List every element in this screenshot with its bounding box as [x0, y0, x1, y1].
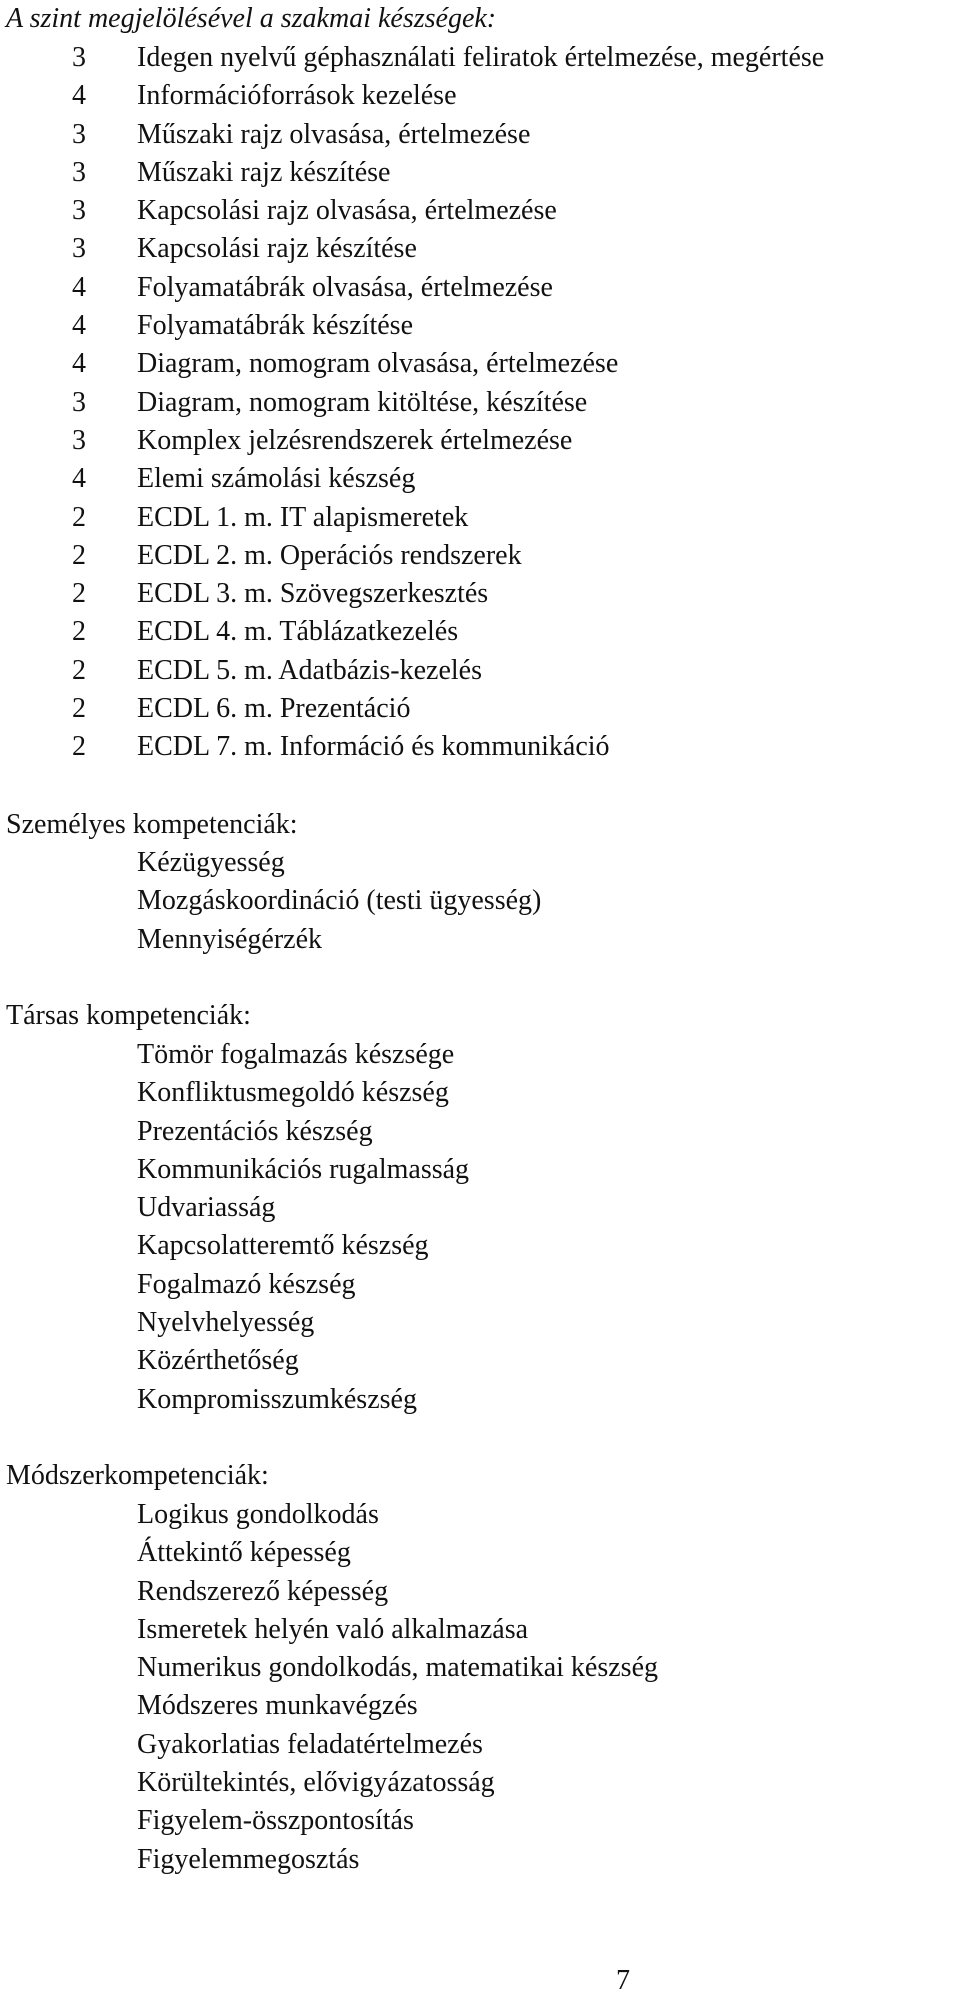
list-item: Konfliktusmegoldó készség	[137, 1077, 449, 1109]
skill-level: 3	[72, 156, 86, 188]
skill-text: ECDL 7. m. Információ és kommunikáció	[137, 731, 610, 763]
method-competences-list	[137, 1496, 957, 1879]
skill-row	[0, 613, 960, 651]
list-item: Numerikus gondolkodás, matematikai készség	[137, 1652, 658, 1684]
skill-row	[0, 384, 960, 422]
list-item: Módszeres munkavégzés	[137, 1690, 418, 1722]
skill-text: Kapcsolási rajz készítése	[137, 233, 417, 265]
skill-text: ECDL 1. m. IT alapismeretek	[137, 501, 469, 533]
skill-row	[0, 269, 960, 307]
skill-level: 4	[72, 463, 86, 495]
skill-row	[0, 460, 960, 498]
skill-level: 2	[72, 731, 86, 763]
skill-row	[0, 728, 960, 766]
skill-level: 3	[72, 42, 86, 73]
skill-row	[0, 537, 960, 575]
list-item: Tömör fogalmazás készsége	[137, 1039, 455, 1070]
skill-text: Műszaki rajz készítése	[137, 156, 391, 188]
skill-row	[0, 690, 960, 728]
list-item: Rendszerező képesség	[137, 1575, 389, 1607]
skill-row	[0, 499, 960, 537]
skill-level: 4	[72, 310, 86, 342]
skill-level: 3	[72, 195, 86, 227]
skill-text: Kapcsolási rajz olvasása, értelmezése	[137, 195, 557, 227]
skill-level: 3	[72, 424, 86, 456]
skill-row	[0, 652, 960, 690]
skill-text: ECDL 4. m. Táblázatkezelés	[137, 616, 459, 648]
skill-row	[0, 116, 960, 154]
social-competences-heading: Társas kompetenciák:	[6, 1000, 251, 1031]
personal-competences-list	[137, 844, 957, 959]
list-item: Áttekintő képesség	[137, 1537, 351, 1569]
skill-text: Folyamatábrák olvasása, értelmezése	[137, 271, 553, 303]
list-item: Közérthetőség	[137, 1345, 299, 1377]
skill-level: 4	[72, 80, 86, 112]
skill-text: Idegen nyelvű géphasználati feliratok értelmezése, megértése	[137, 42, 825, 73]
list-item: Udvariasság	[137, 1192, 276, 1224]
skill-text: Folyamatábrák készítése	[137, 310, 414, 342]
skill-level: 2	[72, 654, 86, 686]
list-item: Mennyiségérzék	[137, 923, 323, 955]
skill-level: 2	[72, 501, 86, 533]
method-competences-heading: Módszerkompetenciák:	[6, 1460, 269, 1491]
list-item: Kommunikációs rugalmasság	[137, 1153, 470, 1185]
skill-text: ECDL 6. m. Prezentáció	[137, 693, 411, 725]
skill-level: 2	[72, 539, 86, 571]
skill-text: Diagram, nomogram olvasása, értelmezése	[137, 348, 619, 380]
skill-level: 4	[72, 348, 86, 380]
skill-row	[0, 39, 960, 77]
skill-text: Komplex jelzésrendszerek értelmezése	[137, 424, 573, 456]
list-item: Ismeretek helyén való alkalmazása	[137, 1613, 529, 1645]
skill-level: 2	[72, 616, 86, 648]
list-item: Kompromisszumkészség	[137, 1383, 417, 1415]
skill-text: ECDL 2. m. Operációs rendszerek	[137, 539, 522, 571]
social-competences-list	[137, 1036, 957, 1419]
list-item: Figyelem-összpontosítás	[137, 1805, 414, 1837]
skill-level: 3	[72, 386, 86, 418]
skill-text: ECDL 5. m. Adatbázis-kezelés	[137, 654, 482, 686]
skill-row	[0, 192, 960, 230]
skill-row	[0, 154, 960, 192]
list-item: Prezentációs készség	[137, 1115, 373, 1147]
list-item: Mozgáskoordináció (testi ügyesség)	[137, 885, 542, 917]
skill-text: Elemi számolási készség	[137, 463, 416, 495]
skill-level: 4	[72, 271, 86, 303]
skill-text: ECDL 3. m. Szövegszerkesztés	[137, 578, 489, 610]
skill-row	[0, 77, 960, 115]
skills-heading: A szint megjelölésével a szakmai készségek:	[6, 3, 497, 34]
skill-text: Műszaki rajz olvasása, értelmezése	[137, 118, 531, 150]
list-item: Gyakorlatias feladatértelmezés	[137, 1728, 483, 1760]
skill-row	[0, 422, 960, 460]
list-item: Körültekintés, elővigyázatosság	[137, 1767, 495, 1799]
list-item: Figyelemmegosztás	[137, 1843, 360, 1875]
skill-level: 2	[72, 693, 86, 725]
list-item: Fogalmazó készség	[137, 1268, 356, 1300]
list-item: Nyelvhelyesség	[137, 1307, 315, 1339]
skill-level: 3	[72, 233, 86, 265]
skill-text: Információforrások kezelése	[137, 80, 457, 112]
list-item: Kézügyesség	[137, 847, 285, 878]
skill-row	[0, 575, 960, 613]
list-item: Kapcsolatteremtő készség	[137, 1230, 429, 1262]
skill-row	[0, 230, 960, 268]
skill-level: 3	[72, 118, 86, 150]
skill-row	[0, 345, 960, 383]
skill-level: 2	[72, 578, 86, 610]
skills-level-list	[0, 39, 960, 767]
skill-text: Diagram, nomogram kitöltése, készítése	[137, 386, 588, 418]
list-item: Logikus gondolkodás	[137, 1499, 379, 1530]
personal-competences-heading: Személyes kompetenciák:	[6, 809, 298, 840]
page-number: 7	[616, 1965, 630, 1996]
skill-row	[0, 307, 960, 345]
